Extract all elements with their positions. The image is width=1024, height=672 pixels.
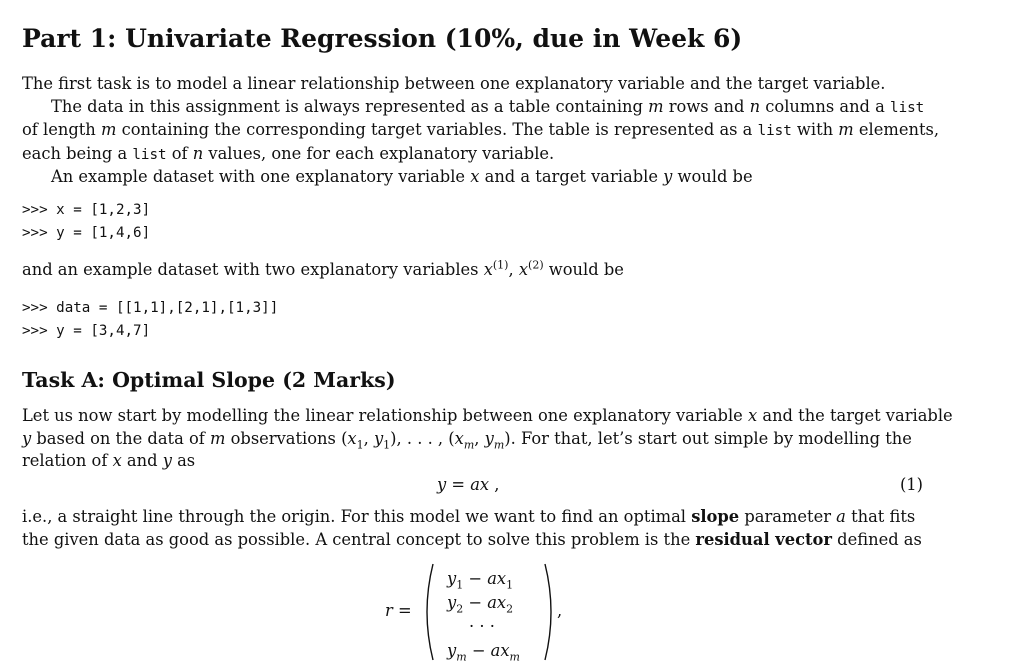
code-line: >>> y = [1,4,6] <box>22 225 151 241</box>
intro-line-3: of length m containing the corresponding target variables. The table is represented as a list with m elements, <box>22 120 940 139</box>
intro-paragraph <box>22 73 940 189</box>
after-line-2: the given data as good as possible. A central concept to solve this problem is the residual vector defined as <box>22 529 922 549</box>
after-paragraph <box>22 506 927 551</box>
code-line: >>> x = [1,2,3] <box>22 202 151 218</box>
intro-line-5: An example dataset with one explanatory variable x and a target variable y would be <box>51 167 753 186</box>
between-paragraph: and an example dataset with two explanatory variables $x^{(1)}$, $x^{(2)}$ would be <box>22 258 624 279</box>
task-line-2: y based on the data of m observations ($x_1$, $y_1$), . . . , ($x_m$, $y_m$). For that, let’s start out simple by modelling the <box>22 428 912 451</box>
task-line-1: Let us now start by modelling the linear relationship between one explanatory variable x and the target variable <box>22 406 953 425</box>
matrix-row: $y_1 - ax_1$ <box>447 569 514 592</box>
code-example-1 <box>22 199 150 245</box>
task-paragraph <box>22 405 953 473</box>
task-heading: Task A: Optimal Slope (2 Marks) <box>22 368 396 392</box>
intro-line-4: each being a list of n values, one for each explanatory variable. <box>22 143 555 163</box>
task-line-3: relation of x and y as <box>22 451 196 470</box>
code-example-2 <box>22 297 278 343</box>
after-line-1: i.e., a straight line through the origin. For this model we want to find an optimal slope parameter a that fits <box>22 507 916 526</box>
code-line: >>> y = [3,4,7] <box>22 323 151 339</box>
part-heading: Part 1: Univariate Regression (10%, due in Week 6) <box>22 24 743 53</box>
equation-1: y = ax , (1) <box>22 474 927 500</box>
matrix-row: · · · <box>469 617 495 636</box>
residual-lhs: r = <box>385 601 412 620</box>
code-line: >>> data = [[1,1],[2,1],[1,3]] <box>22 300 279 316</box>
matrix-row: $y_2 - ax_2$ <box>447 593 514 616</box>
residual-vector-equation <box>385 560 585 664</box>
intro-line-2: The data in this assignment is always represented as a table containing m rows and n columns and a list <box>51 96 925 116</box>
intro-line-1: The first task is to model a linear relationship between one explanatory variable and the target variable. <box>22 74 886 93</box>
matrix-trailing-comma: , <box>557 601 563 620</box>
equation-number: (1) <box>899 475 923 494</box>
matrix-row: $y_m - ax_m$ <box>447 641 520 664</box>
